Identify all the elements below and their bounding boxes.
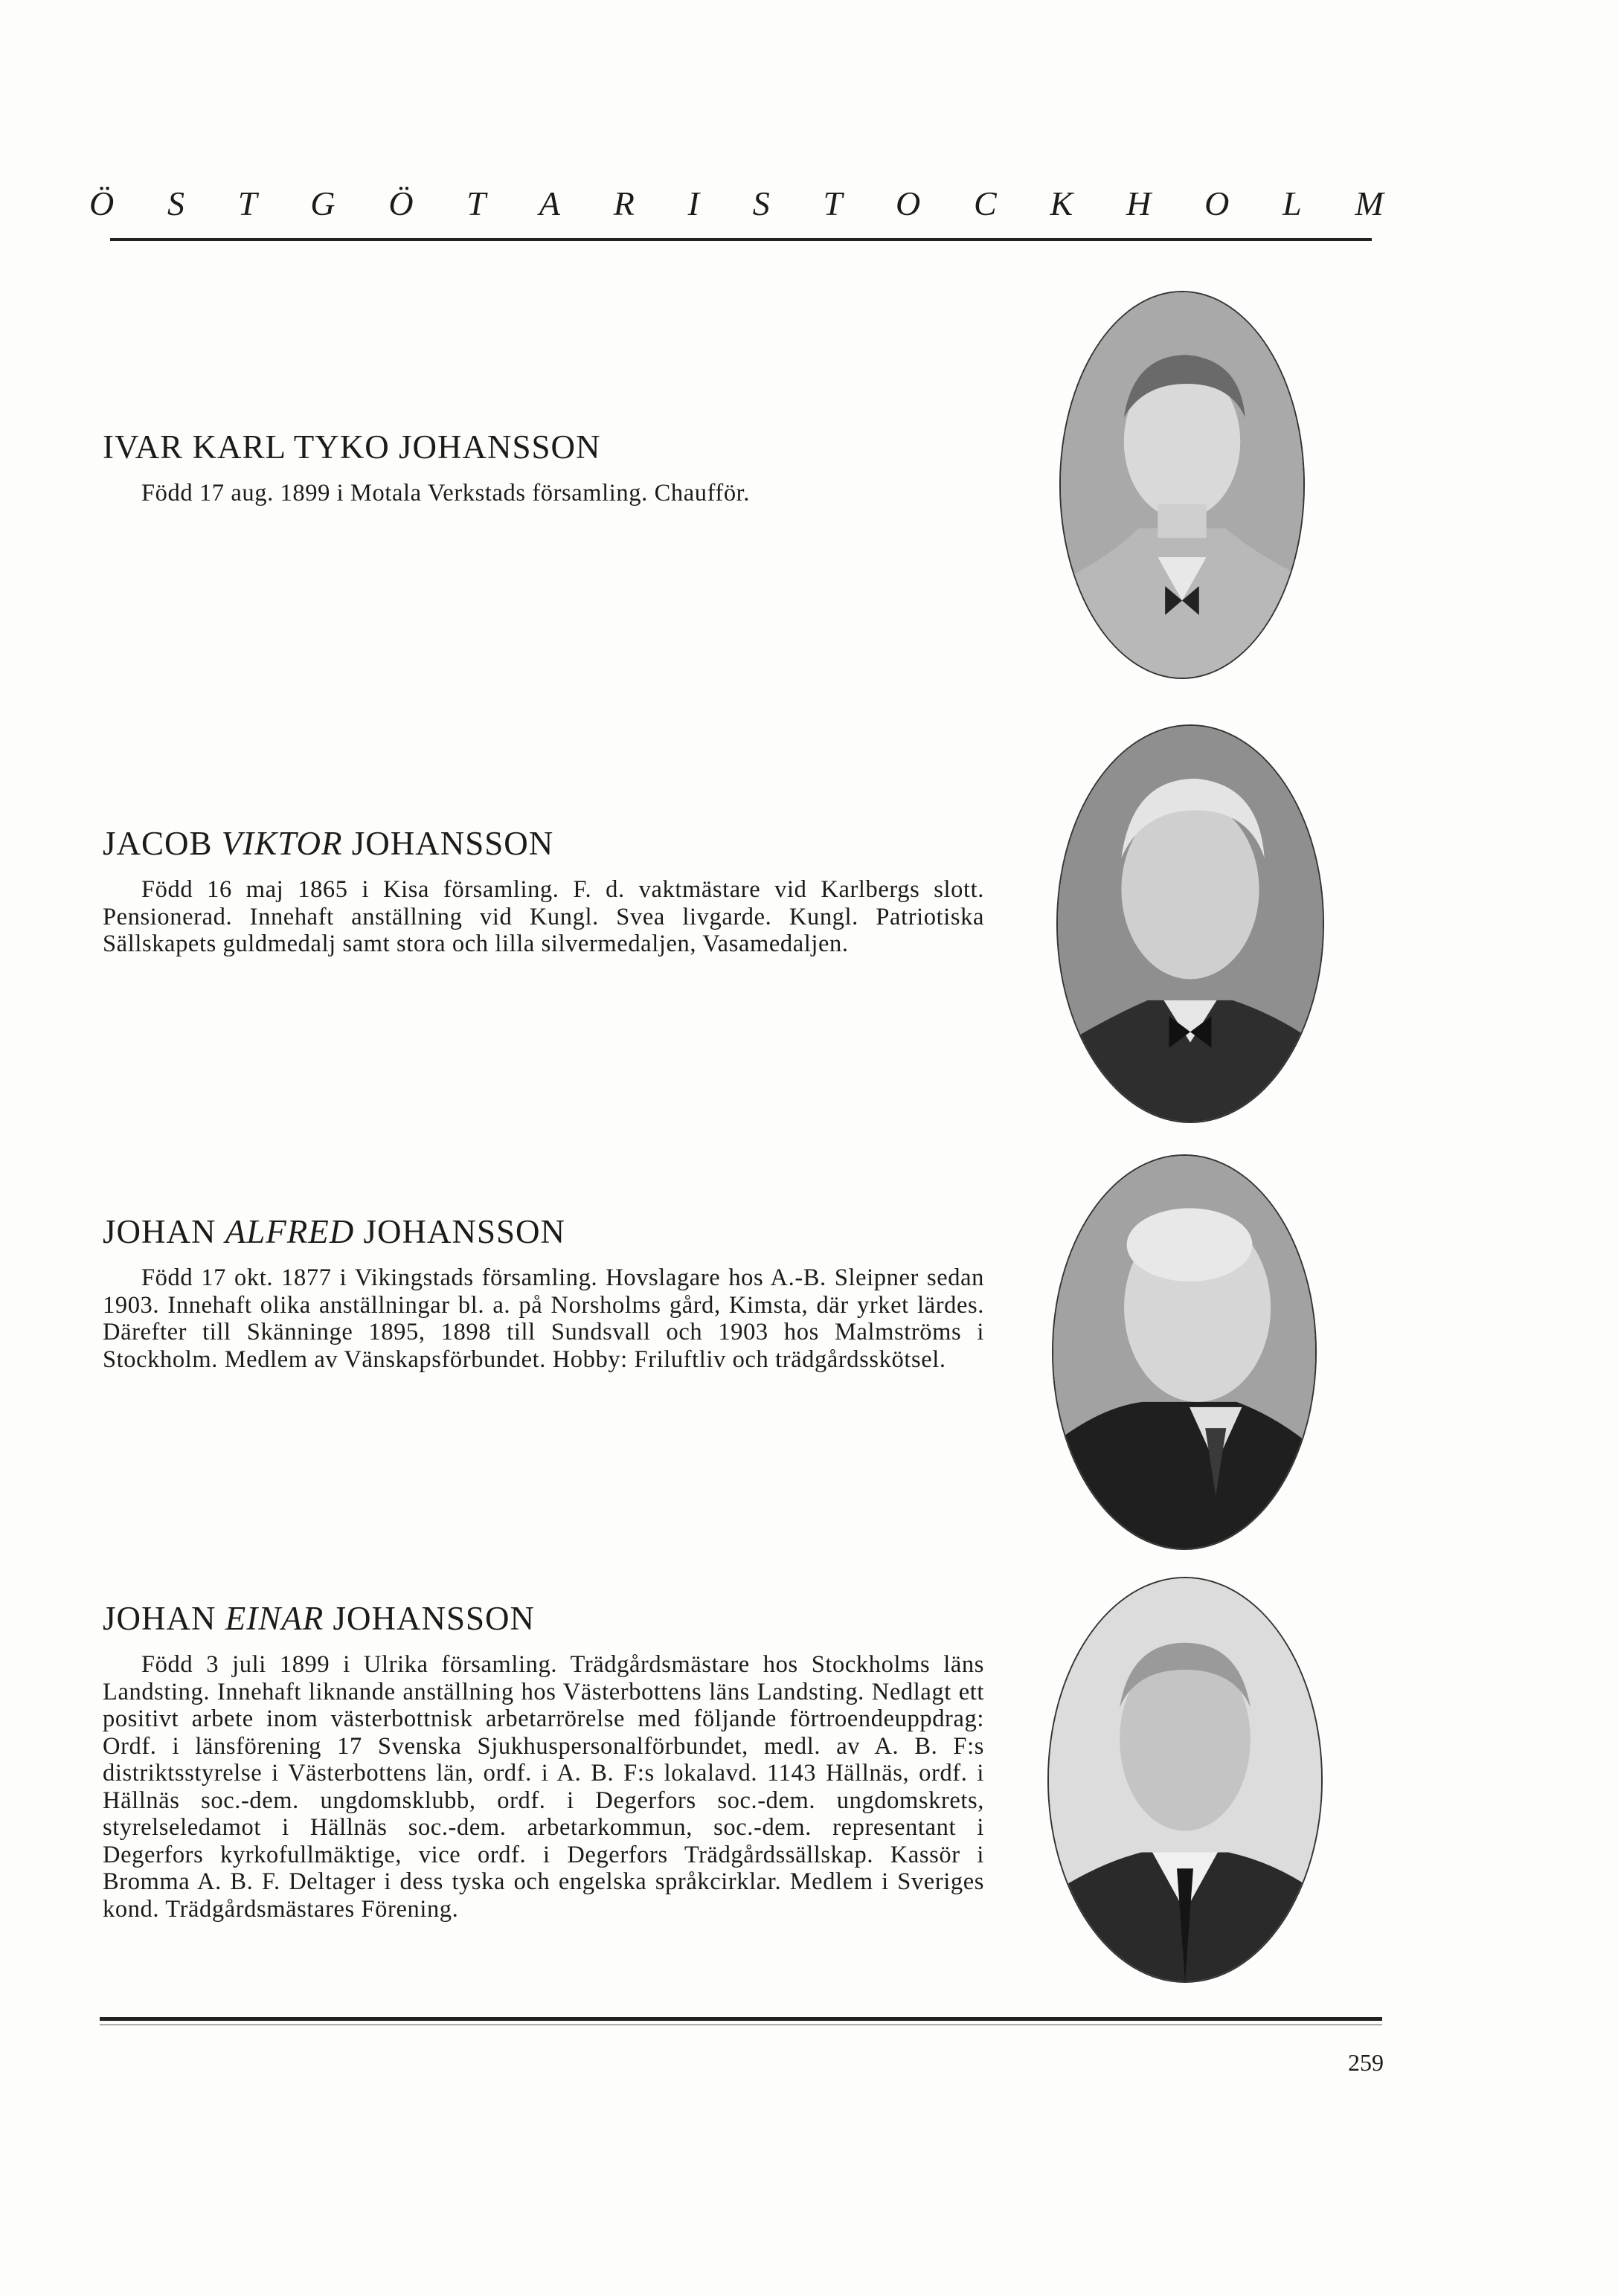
header-letter: S	[752, 184, 770, 222]
header-letter: I	[687, 184, 699, 222]
header-letter: T	[237, 184, 257, 222]
header-letter: C	[974, 184, 997, 222]
biography-text: Född 17 aug. 1899 i Motala Verkstads församling. Chaufför.	[141, 480, 751, 507]
given-name: EINAR	[225, 1600, 324, 1637]
header-letter: R	[613, 184, 635, 222]
given-name: VIKTOR	[221, 825, 343, 862]
header-letter: H	[1126, 184, 1152, 222]
biography-entry	[103, 428, 984, 507]
header-letter: T	[823, 184, 843, 222]
portrait-photo	[1049, 1578, 1321, 1981]
biography-entry	[103, 1212, 984, 1373]
person-name	[103, 1212, 984, 1251]
header-letter: Ö	[388, 184, 414, 222]
biography-entry	[103, 824, 984, 958]
biography-text: Född 16 maj 1865 i Kisa församling. F. d. vaktmästare vid Karlbergs slott. Pensionerad. Innehaft anställning vid Kungl. Svea livgarde. Kungl. Patriotiska Sällskapets guldmedalj samt stora och lilla silvermedaljen, Vasamedaljen.	[103, 876, 984, 957]
header-letter: O	[895, 184, 921, 222]
person-name	[103, 428, 984, 466]
header-letter: Ö	[89, 184, 115, 222]
footer-rule	[100, 2017, 1382, 2021]
header-letter: G	[310, 184, 336, 222]
header-letter: T	[466, 184, 486, 222]
header-letter: S	[167, 184, 185, 222]
portrait-photo	[1053, 1156, 1315, 1549]
running-header	[89, 179, 1384, 223]
name-part: IVAR KARL TYKO JOHANSSON	[103, 428, 601, 466]
header-rule	[110, 238, 1372, 241]
biography-entry	[103, 1599, 984, 1923]
biography-text: Född 3 juli 1899 i Ulrika församling. Trädgårdsmästare hos Stockholms läns Landsting. Innehaft liknande anställning hos Västerbottens läns Landsting. Nedlagt ett positivt arbete inom västerbottnisk arbetarrörelse med följande förtroendeuppdrag: Ordf. i länsförening 17 Svenska Sjukhuspersonalförbundet, medl. av A. B. F:s distriktsstyrelse i Västerbottens län, ordf. i A. B. F:s lokalavd. 1143 Hällnäs, ordf. i Hällnäs soc.-dem. ungdomsklubb, ordf. i Degerfors soc.-dem. ungdomskrets, styrelseledamot i Hällnäs soc.-dem. arbetarkommun, soc.-dem. representant i Degerfors kyrkofullmäktige, vice ordf. i Degerfors Trädgårdssällskap. Kassör i Bromma A. B. F. Deltager i dess tyska och engelska språkcirklar. Medlem i Sveriges kond. Trädgårdsmästares Förening.	[103, 1651, 984, 1923]
name-part: JOHANSSON	[324, 1600, 536, 1637]
header-letter: K	[1050, 184, 1073, 222]
name-part: JOHANSSON	[354, 1213, 566, 1250]
biography-text: Född 17 okt. 1877 i Vikingstads församling. Hovslagare hos A.-B. Sleipner sedan 1903. Innehaft olika anställningar bl. a. på Norsholms gård, Kimsta, där yrket lärdes. Därefter till Skänninge 1895, 1898 till Sundsvall och 1903 hos Malmströms i Stockholm. Medlem av Vänskapsförbundet. Hobby: Friluftliv och trädgårdsskötsel.	[103, 1264, 984, 1373]
header-letter: M	[1355, 184, 1384, 222]
page-number: 259	[1348, 2049, 1384, 2076]
person-name	[103, 824, 984, 863]
name-part: JOHANSSON	[342, 825, 554, 862]
portrait-photo	[1061, 292, 1303, 678]
name-part: JOHAN	[103, 1213, 225, 1250]
header-letter: L	[1282, 184, 1302, 222]
name-part: JOHAN	[103, 1600, 225, 1637]
given-name: ALFRED	[225, 1213, 355, 1250]
person-name	[103, 1599, 984, 1638]
header-letter: O	[1204, 184, 1230, 222]
portrait-photo	[1058, 726, 1323, 1122]
name-part: JACOB	[103, 825, 222, 862]
header-letter: A	[539, 184, 560, 222]
